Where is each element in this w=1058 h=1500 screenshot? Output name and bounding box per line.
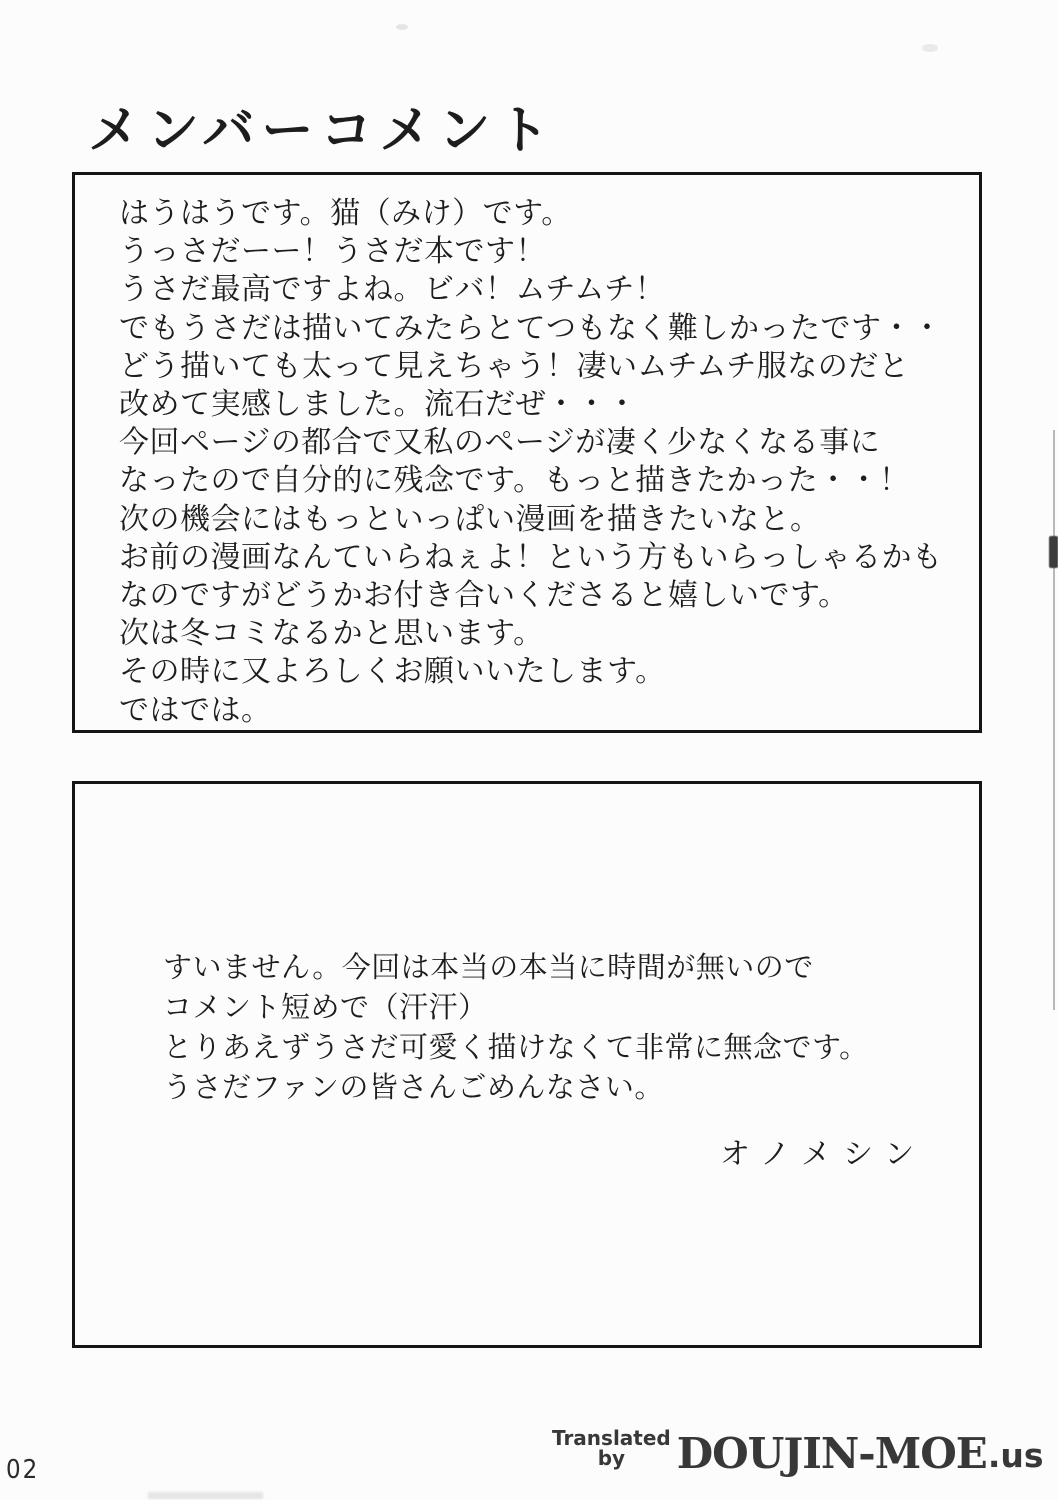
comment-line: ではでは。 [119, 692, 272, 728]
comment-line: コメント短めで（汗汗） [163, 990, 488, 1024]
comment-line: 次は冬コミなるかと思います。 [119, 616, 544, 652]
author-signature: オノメシン [720, 1137, 927, 1172]
comment-line: お前の漫画なんていらねぇよ！という方もいらっしゃるかも [119, 539, 943, 575]
by-label: by [597, 1446, 626, 1470]
comment-line: うっさだーー！うさだ本です！ [119, 234, 546, 270]
comment-line: でもうさだは描いてみたらとてつもなく難しかったです・・ [119, 310, 943, 346]
scan-artifact-bleed [148, 1492, 263, 1499]
scan-artifact-speck [922, 44, 938, 52]
comment-line: すいません。今回は本当の本当に時間が無いので [163, 950, 814, 984]
scan-artifact-edge-line [1053, 430, 1055, 1010]
handwritten-comment-text [119, 195, 965, 730]
printed-comment-text [163, 947, 959, 1107]
scan-artifact-edge-blob [1049, 536, 1058, 568]
translator-watermark [552, 1420, 1044, 1476]
scan-artifact-speck [396, 24, 408, 30]
comment-line: 次の機会にはもっといっぱい漫画を描きたいなと。 [119, 501, 821, 537]
watermark-brand-logo: DOUJIN-MOE [676, 1429, 987, 1478]
comment-line: その時に又よろしくお願いいたします。 [119, 654, 666, 690]
comment-box-first-author [72, 172, 982, 733]
page-title: メンバーコメント [88, 101, 557, 161]
comment-line: なったので自分的に残念です。もっと描きたかった・・！ [119, 463, 910, 499]
comment-line: 改めて実感しました。流石だぜ・・・ [119, 387, 638, 423]
comment-line: とりあえずうさだ可愛く描けなくて非常に無念です。 [163, 1030, 869, 1064]
comment-line: どう描いても太って見えちゃう！凄いムチムチ服なのだと [119, 348, 910, 384]
translated-label: Translated [552, 1426, 671, 1450]
watermark-brand-tld: .us [987, 1436, 1044, 1475]
comment-box-second-author [72, 781, 982, 1348]
comment-line: うさだファンの皆さんごめんなさい。 [163, 1070, 664, 1104]
page-number: 02 [6, 1455, 40, 1485]
comment-line: なのですがどうかお付き合いくださると嬉しいです。 [119, 578, 849, 614]
comment-line: 今回ページの都合で又私のページが凄く少なくなる事に [119, 425, 881, 461]
comment-line: はうはうです。猫（みけ）です。 [119, 196, 572, 231]
translated-by-label [552, 1428, 671, 1476]
comment-line: うさだ最高ですよね。ビバ！ムチムチ！ [119, 272, 666, 308]
